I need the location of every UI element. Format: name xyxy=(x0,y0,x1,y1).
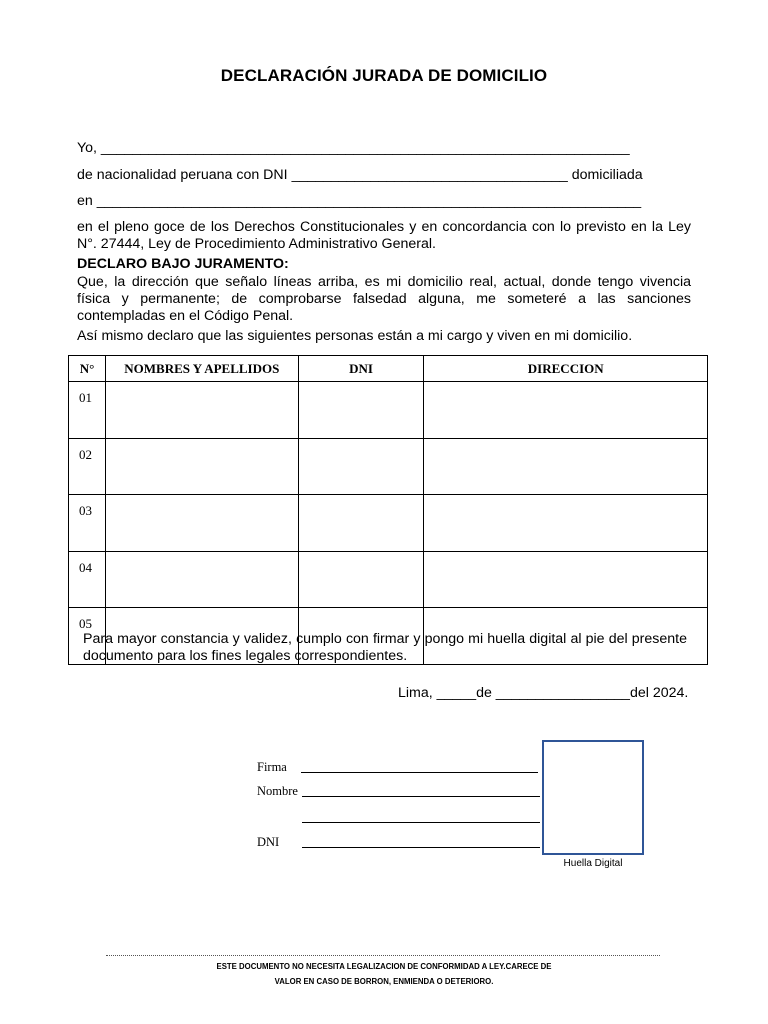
column-header-names: NOMBRES Y APELLIDOS xyxy=(105,356,298,382)
date-line: Lima, _____de _________________del 2024. xyxy=(398,685,689,701)
table-row xyxy=(69,551,708,608)
table-header-row xyxy=(69,356,708,382)
column-header-number: N° xyxy=(69,356,106,382)
signature-line[interactable] xyxy=(301,772,538,773)
dni-field-prefix: de nacionalidad peruana con DNI xyxy=(77,167,288,183)
dni-label: DNI xyxy=(257,835,280,849)
declaration-heading: DECLARO BAJO JURAMENTO: xyxy=(77,256,289,272)
names-cell[interactable] xyxy=(105,382,298,439)
names-cell[interactable] xyxy=(105,551,298,608)
dni-field-suffix: domiciliada xyxy=(571,167,643,183)
footer-note-line1: ESTE DOCUMENTO NO NECESITA LEGALIZACION DE CONFORMIDAD A LEY.CARECE DE xyxy=(216,962,552,971)
address-field-line: en _____________________________________________________________________ xyxy=(77,193,642,209)
closing-paragraph: Para mayor constancia y validez, cumplo con firmar y pongo mi huella digital al pie del presente documento para los fines legales correspondientes. xyxy=(83,631,687,664)
footer-note-line2: VALOR EN CASO DE BORRON, ENMIENDA O DETERIORO. xyxy=(274,977,494,986)
name-label: Nombre xyxy=(257,784,298,798)
row-number: 05 xyxy=(69,608,106,665)
address-cell[interactable] xyxy=(424,551,708,608)
column-header-dni: DNI xyxy=(298,356,424,382)
names-cell[interactable] xyxy=(105,495,298,552)
document-title: DECLARACIÓN JURADA DE DOMICILIO xyxy=(220,66,548,85)
row-number: 03 xyxy=(69,495,106,552)
names-cell[interactable] xyxy=(105,438,298,495)
table-row xyxy=(69,438,708,495)
table-row xyxy=(69,495,708,552)
legal-paragraph: en el pleno goce de los Derechos Constitucionales y en concordancia con lo previsto en la Ley N°. 27444, Ley de Procedimiento Administrativo General. xyxy=(77,219,691,252)
name-line[interactable] xyxy=(302,796,540,797)
dependents-intro: Así mismo declaro que las siguientes personas están a mi cargo y viven en mi domicilio. xyxy=(77,328,633,344)
row-number: 02 xyxy=(69,438,106,495)
dni-cell[interactable] xyxy=(298,551,424,608)
dni-cell[interactable] xyxy=(298,438,424,495)
fingerprint-box[interactable] xyxy=(542,740,644,855)
name-field-line: Yo, ___________________________________________________________________ xyxy=(77,140,630,156)
dni-cell[interactable] xyxy=(298,495,424,552)
declaration-paragraph: Que, la dirección que señalo líneas arriba, es mi domicilio real, actual, donde tengo vivencia física y permanente; de comprobarse falsedad alguna, me someteré a las sanciones contempladas en el Código Penal. xyxy=(77,274,691,324)
signature-label: Firma xyxy=(257,760,287,774)
address-cell[interactable] xyxy=(424,382,708,439)
dni-cell[interactable] xyxy=(298,382,424,439)
footer-divider xyxy=(106,955,660,956)
row-number: 01 xyxy=(69,382,106,439)
name-line-continued[interactable] xyxy=(302,822,540,823)
address-cell[interactable] xyxy=(424,438,708,495)
dependents-table xyxy=(68,355,708,665)
table-row xyxy=(69,382,708,439)
row-number: 04 xyxy=(69,551,106,608)
fingerprint-label: Huella Digital xyxy=(563,858,623,869)
dni-field-line xyxy=(77,167,643,183)
column-header-address: DIRECCION xyxy=(424,356,708,382)
address-cell[interactable] xyxy=(424,495,708,552)
dni-field-blank: ___________________________________ xyxy=(291,167,568,183)
dni-line[interactable] xyxy=(302,847,540,848)
